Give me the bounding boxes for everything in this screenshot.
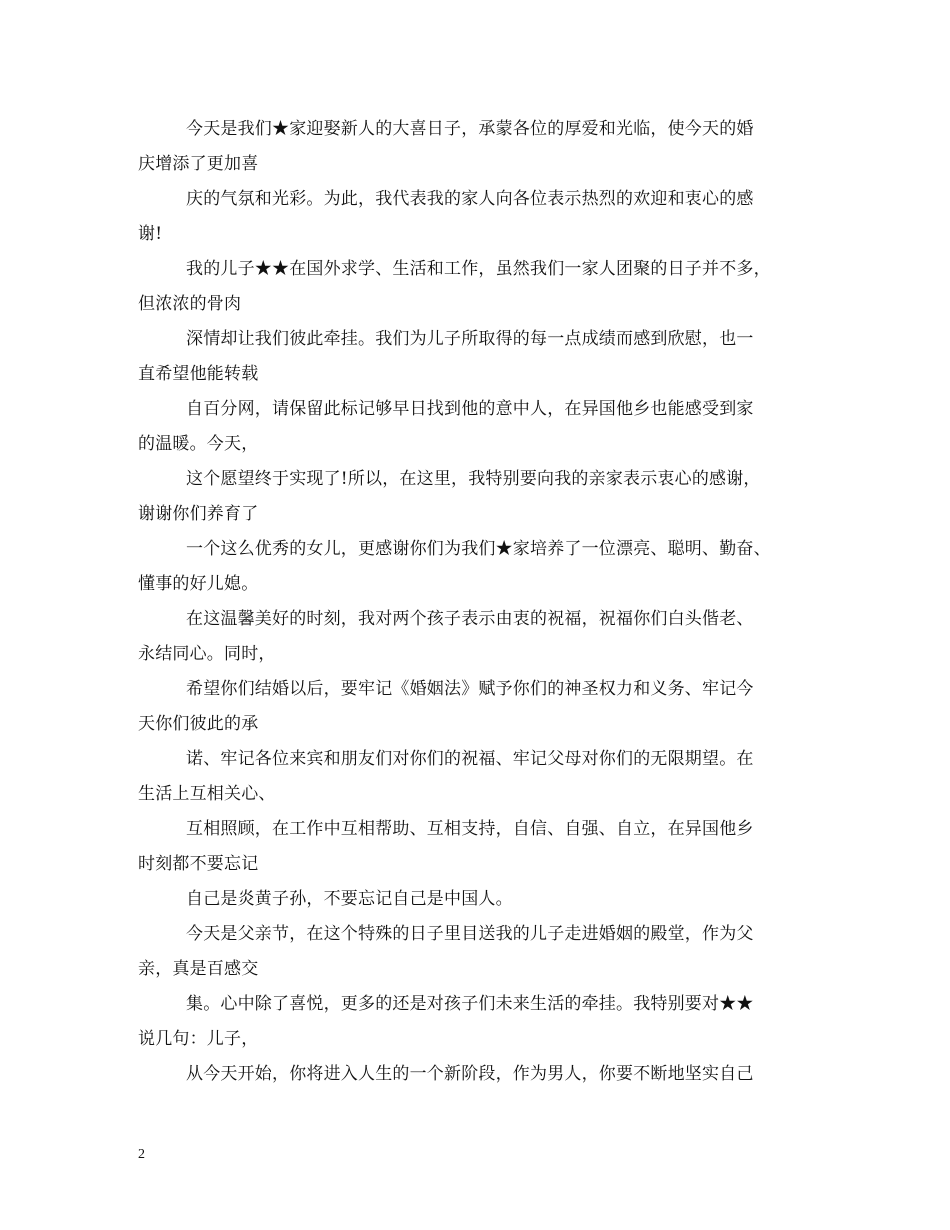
page-number: 2 [138, 1147, 145, 1162]
paragraph-6 [138, 462, 828, 532]
paragraph-4 [138, 322, 828, 392]
paragraph-1 [138, 112, 828, 182]
paragraph-line: 深情却让我们彼此牵挂。我们为儿子所取得的每一点成绩而感到欣慰，也一 [186, 329, 754, 349]
paragraph-line: 希望你们结婚以后，要牢记《婚姻法》赋予你们的神圣权力和义务、牢记今 [186, 679, 754, 699]
paragraph-line: 说几句：儿子， [138, 1029, 259, 1049]
paragraph-2 [138, 182, 828, 252]
paragraph-line: 今天是我们★家迎娶新人的大喜日子，承蒙各位的厚爱和光临，使今天的婚 [186, 119, 754, 139]
paragraph-line: 但浓浓的骨肉 [138, 294, 242, 314]
paragraph-line: 谢! [138, 224, 163, 244]
paragraph-line: 从今天开始，你将进入人生的一个新阶段，作为男人，你要不断地坚实自己 [186, 1064, 754, 1084]
paragraph-12 [138, 882, 828, 917]
paragraph-line: 集。心中除了喜悦，更多的还是对孩子们未来生活的牵挂。我特别要对★★ [186, 994, 754, 1014]
paragraph-3 [138, 252, 828, 322]
paragraph-line: 一个这么优秀的女儿，更感谢你们为我们★家培养了一位漂亮、聪明、勤奋、 [186, 539, 771, 559]
paragraph-line: 永结同心。同时， [138, 644, 276, 664]
paragraph-line: 亲，真是百感交 [138, 959, 259, 979]
paragraph-line: 生活上互相关心、 [138, 784, 276, 804]
paragraph-10 [138, 742, 828, 812]
paragraph-15 [138, 1057, 828, 1092]
paragraph-11 [138, 812, 828, 882]
paragraph-line: 这个愿望终于实现了!所以，在这里，我特别要向我的亲家表示衷心的感谢， [186, 469, 761, 489]
paragraph-7 [138, 532, 828, 602]
paragraph-line: 在这温馨美好的时刻，我对两个孩子表示由衷的祝福，祝福你们白头偕老、 [186, 609, 754, 629]
paragraph-line: 庆的气氛和光彩。为此，我代表我的家人向各位表示热烈的欢迎和衷心的感 [186, 189, 754, 209]
paragraph-13 [138, 917, 828, 987]
paragraph-9 [138, 672, 828, 742]
paragraph-line: 我的儿子★★在国外求学、生活和工作，虽然我们一家人团聚的日子并不多， [186, 259, 771, 279]
paragraph-5 [138, 392, 828, 462]
paragraph-line: 的温暖。今天， [138, 434, 259, 454]
paragraph-line: 自己是炎黄子孙，不要忘记自己是中国人。 [186, 889, 513, 909]
paragraph-14 [138, 987, 828, 1057]
paragraph-line: 直希望他能转载 [138, 364, 259, 384]
paragraph-line: 时刻都不要忘记 [138, 854, 259, 874]
paragraph-line: 互相照顾，在工作中互相帮助、互相支持，自信、自强、自立，在异国他乡 [186, 819, 754, 839]
paragraph-line: 天你们彼此的承 [138, 714, 259, 734]
document-body [138, 112, 828, 1092]
paragraph-line: 庆增添了更加喜 [138, 154, 259, 174]
paragraph-line: 诺、牢记各位来宾和朋友们对你们的祝福、牢记父母对你们的无限期望。在 [186, 749, 754, 769]
paragraph-line: 懂事的好儿媳。 [138, 574, 259, 594]
paragraph-line: 自百分网，请保留此标记够早日找到他的意中人，在异国他乡也能感受到家 [186, 399, 754, 419]
paragraph-line: 今天是父亲节，在这个特殊的日子里目送我的儿子走进婚姻的殿堂，作为父 [186, 924, 754, 944]
paragraph-line: 谢谢你们养育了 [138, 504, 259, 524]
paragraph-8 [138, 602, 828, 672]
